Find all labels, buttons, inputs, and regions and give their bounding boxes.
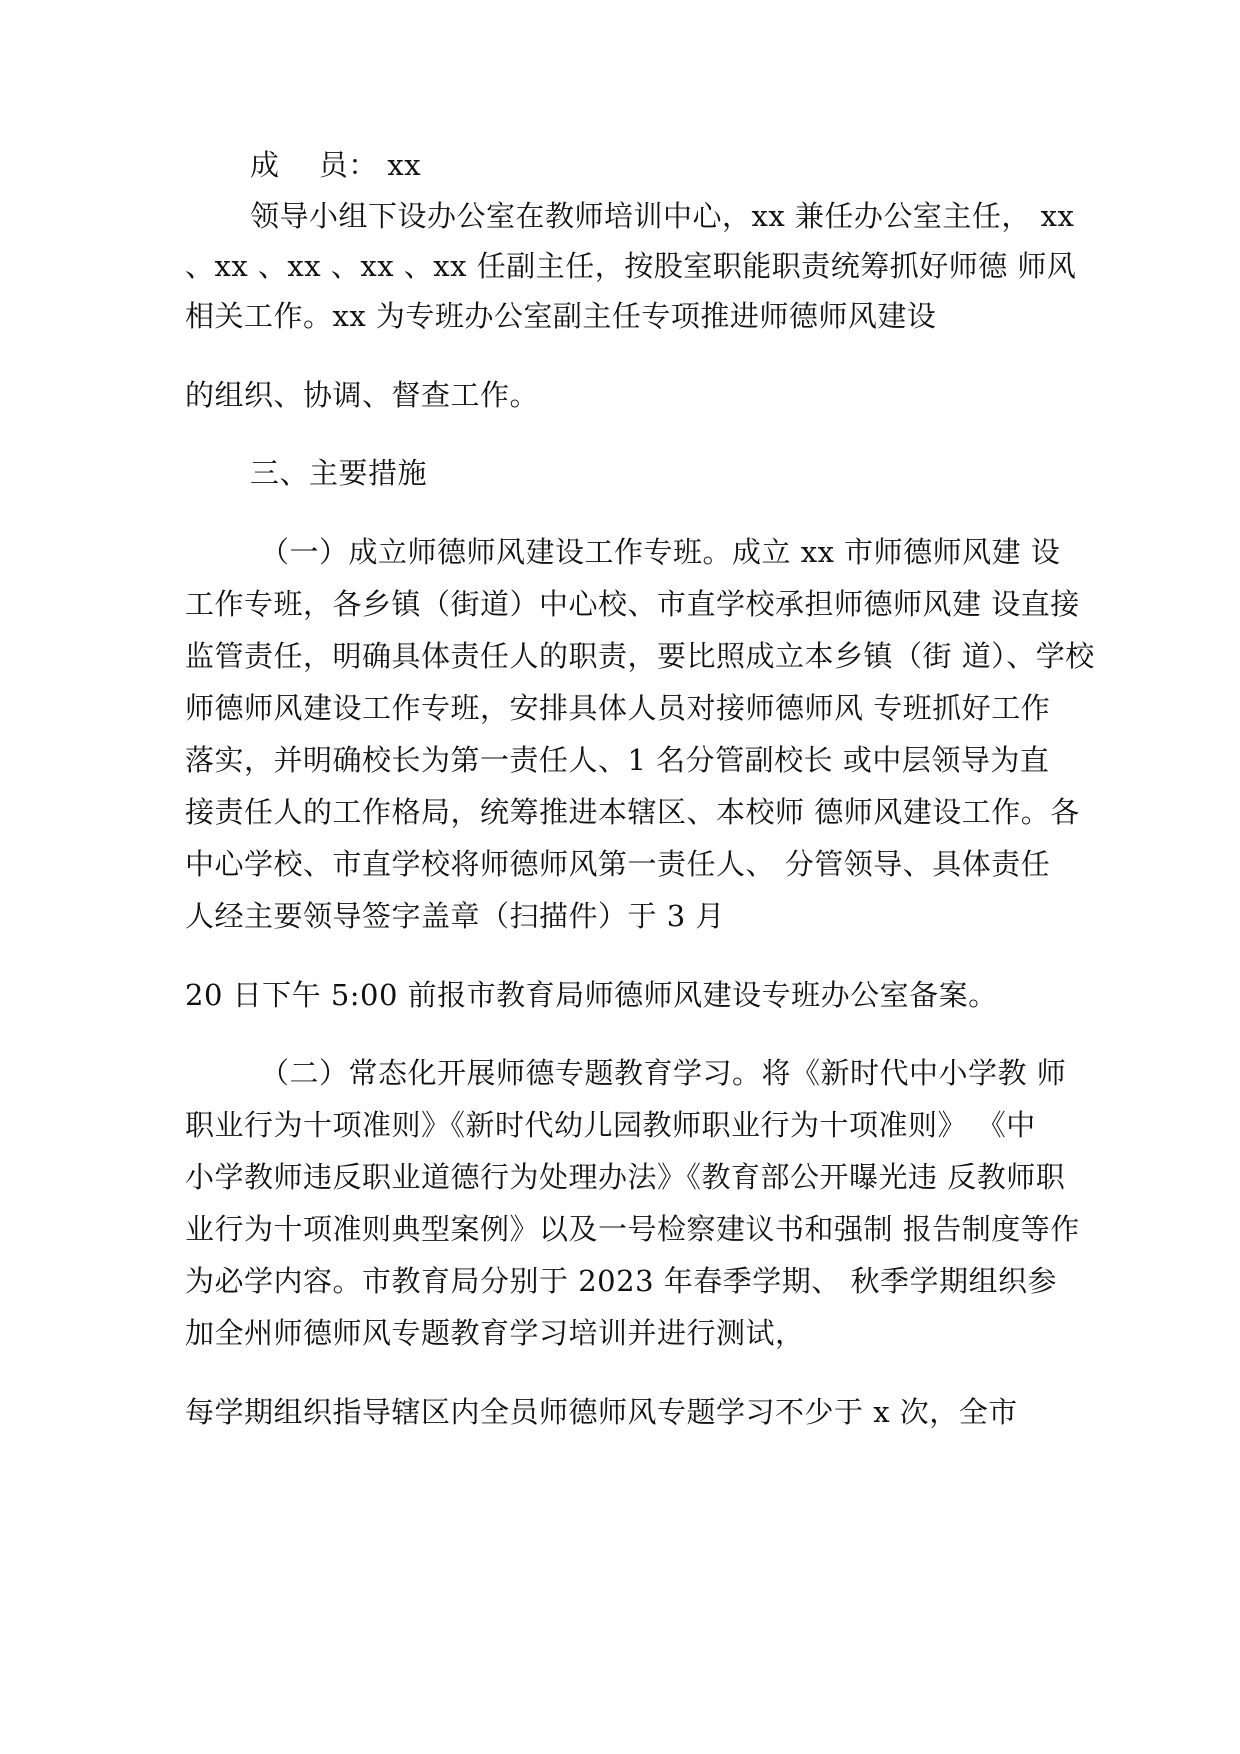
paragraph-line: 接责任人的工作格局，统筹推进本辖区、本校师 德师风建设工作。各 xyxy=(185,795,1080,829)
paragraph-line: 监管责任，明确具体责任人的职责，要比照成立本乡镇（街 道）、学校 xyxy=(185,639,1095,673)
paragraph-line: 的组织、协调、督查工作。 xyxy=(185,378,540,412)
paragraph-line: 职业行为十项准则》《新时代幼儿园教师职业行为十项准则》 《中 xyxy=(185,1108,1036,1142)
section-heading: 三、主要措施 xyxy=(250,456,428,490)
paragraph-line: 领导小组下设办公室在教师培训中心，xx 兼任办公室主任， xx xyxy=(250,199,1075,233)
paragraph-line: 、xx 、xx 、xx 、xx 任副主任，按股室职能职责统筹抓好师德 师风 xyxy=(185,249,1077,283)
paragraph-line: （一）成立师德师风建设工作专班。成立 xx 市师德师风建 设 xyxy=(260,535,1061,569)
paragraph-line: 为必学内容。市教育局分别于 2023 年春季学期、 秋季学期组织参 xyxy=(185,1264,1057,1298)
paragraph-line: 业行为十项准则典型案例》以及一号检察建议书和强制 报告制度等作 xyxy=(185,1212,1080,1246)
paragraph-line: （二）常态化开展师德专题教育学习。将《新时代中小学教 师 xyxy=(260,1056,1067,1090)
paragraph-line: 落实，并明确校长为第一责任人、1 名分管副校长 或中层领导为直 xyxy=(185,743,1050,777)
paragraph-line: 20 日下午 5:00 前报市教育局师德师风建设专班办公室备案。 xyxy=(185,978,998,1012)
members-line: 成 员： xx xyxy=(250,148,422,182)
paragraph-line: 小学教师违反职业道德行为处理办法》《教育部公开曝光违 反教师职 xyxy=(185,1160,1066,1194)
paragraph-line: 加全州师德师风专题教育学习培训并进行测试， xyxy=(185,1316,805,1350)
paragraph-line: 人经主要领导签字盖章（扫描件）于 3 月 xyxy=(185,899,725,933)
paragraph-line: 每学期组织指导辖区内全员师德师风专题学习不少于 x 次，全市 xyxy=(185,1395,1018,1429)
paragraph-line: 相关工作。xx 为专班办公室副主任专项推进师德师风建设 xyxy=(185,299,937,333)
paragraph-line: 工作专班，各乡镇（街道）中心校、市直学校承担师德师风建 设直接 xyxy=(185,587,1080,621)
paragraph-line: 师德师风建设工作专班，安排具体人员对接师德师风 专班抓好工作 xyxy=(185,691,1051,725)
paragraph-line: 中心学校、市直学校将师德师风第一责任人、 分管领导、具体责任 xyxy=(185,847,1051,881)
